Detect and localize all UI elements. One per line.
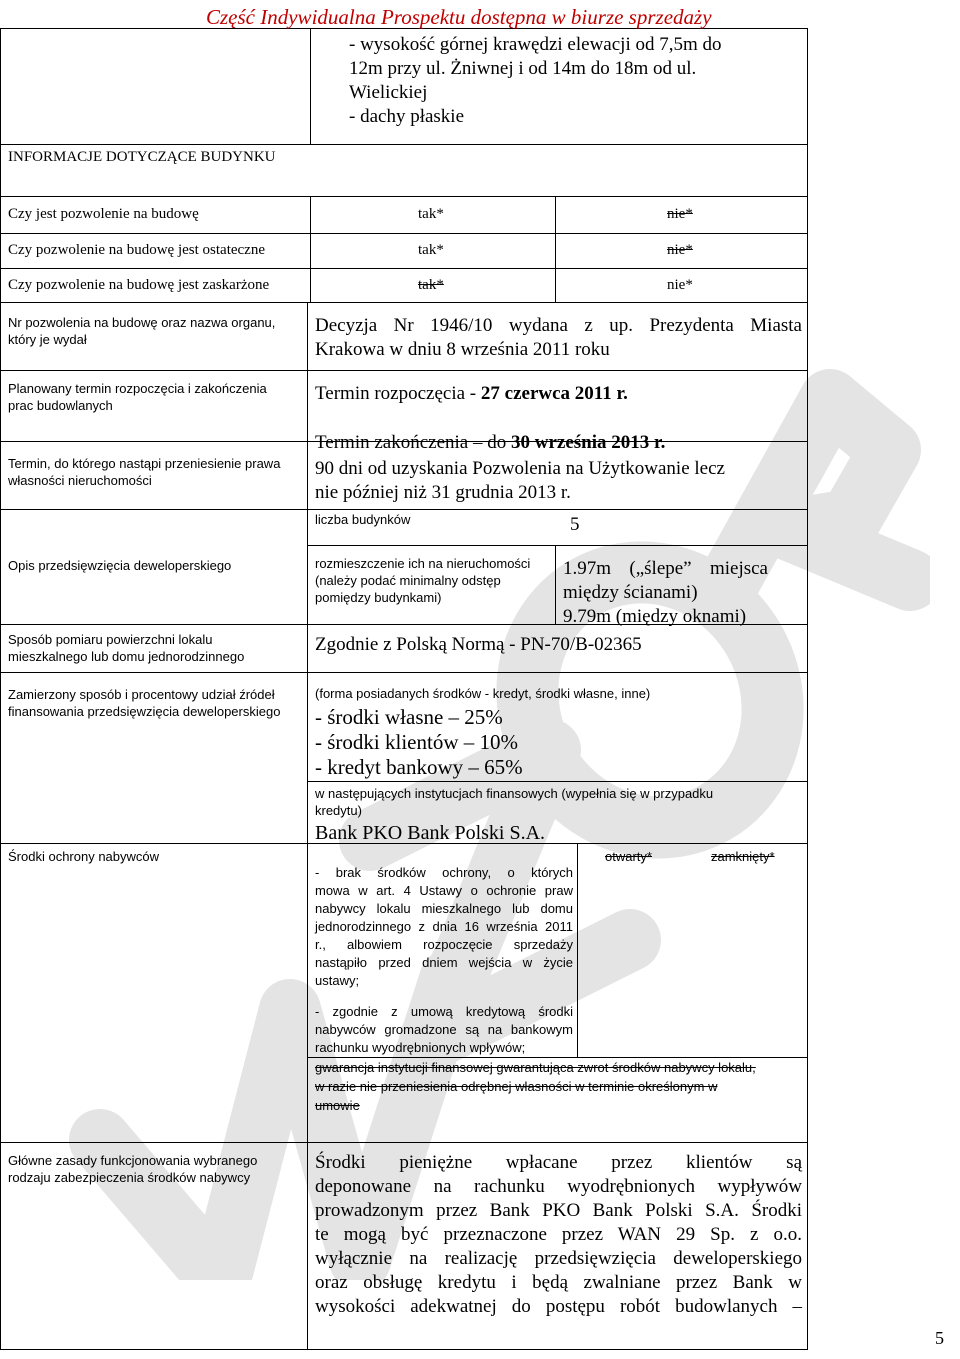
protection-label: Środki ochrony nabywców bbox=[8, 849, 160, 864]
permit-number-value: Decyzja Nr 1946/10 wydana z up. Prezydenta Miasta Krakowa w dniu 8 września 2011 roku bbox=[315, 315, 802, 360]
table-line bbox=[0, 268, 808, 269]
ownership-transfer-label: Termin, do którego nastąpi przeniesienie prawa własności nieruchomości bbox=[8, 456, 281, 488]
appealed-permit-no[interactable]: nie* bbox=[667, 277, 693, 293]
page-number: 5 bbox=[935, 1328, 944, 1348]
table-line bbox=[555, 196, 556, 302]
table-line bbox=[0, 1142, 808, 1143]
institution-name: Bank PKO Bank Polski S.A. bbox=[315, 822, 546, 844]
schedule-end: Termin zakończenia – do 30 września 2013 r. bbox=[315, 432, 666, 453]
financing-label: Zamierzony sposób i procentowy udział źródeł finansowania przedsięwzięcia deweloperskiego bbox=[8, 687, 281, 719]
financing-item: - środki własne – 25% bbox=[315, 705, 503, 729]
financing-item: - środki klientów – 10% bbox=[315, 730, 518, 754]
ownership-transfer-value: 90 dni od uzyskania Pozwolenia na Użytkowanie lecz nie później niż 31 grudnia 2013 r. bbox=[315, 458, 725, 503]
protection-option-credit: - zgodnie z umową kredytową środki nabywców gromadzone są na bankowym rachunku wyodrębnionych wpływów; bbox=[315, 1004, 573, 1055]
appealed-permit-yes[interactable]: tak* bbox=[418, 277, 444, 293]
protection-option-guarantee: gwarancja instytucji finansowej gwarantująca zwrot środków nabywcy lokalu, w razie nie przeniesienia odrębnej własności w terminie określonym w umowie bbox=[315, 1060, 756, 1113]
table-line bbox=[0, 233, 808, 234]
placement-label: rozmieszczenie ich na nieruchomości (należy podać minimalny odstęp pomiędzy budynkami) bbox=[315, 556, 531, 605]
table-line bbox=[0, 28, 1, 1350]
table-line bbox=[0, 144, 808, 145]
placement-value: 1.97m („ślepe” miejsca między ścianami) 9.79m (między oknami) bbox=[563, 558, 768, 627]
table-line bbox=[308, 545, 808, 546]
appealed-permit-label: Czy pozwolenie na budowę jest zaskarżone bbox=[8, 277, 270, 293]
table-line bbox=[0, 370, 808, 371]
measurement-value: Zgodnie z Polską Normą - PN-70/B-02365 bbox=[315, 634, 642, 655]
final-permit-yes[interactable]: tak* bbox=[418, 242, 444, 258]
table-line bbox=[0, 672, 808, 673]
table-line bbox=[577, 843, 578, 1057]
buildings-count: 5 bbox=[570, 514, 580, 535]
table-line bbox=[0, 196, 808, 197]
financing-item: - kredyt bankowy – 65% bbox=[315, 755, 523, 779]
permit-number-label: Nr pozwolenia na budowę oraz nazwa organu, który je wydał bbox=[8, 315, 276, 347]
schedule-label: Planowany termin rozpoczęcia i zakończenia prac budowlanych bbox=[8, 381, 267, 413]
institutions-label: w następujących instytucjach finansowych (wypełnia się w przypadku kredytu) bbox=[315, 786, 714, 818]
project-description-label: Opis przedsięwzięcia deweloperskiego bbox=[8, 558, 232, 573]
principles-label: Główne zasady funkcjonowania wybranego rodzaju zabezpieczenia środków nabywcy bbox=[8, 1153, 258, 1185]
elevation-note: - wysokość górnej krawędzi elewacji od 7,5m do 12m przy ul. Żniwnej i od 14m do 18m od ul. Wielickiej - dachy płaskie bbox=[349, 34, 722, 127]
table-line bbox=[807, 28, 808, 1350]
section-title: INFORMACJE DOTYCZĄCE BUDYNKU bbox=[8, 149, 276, 165]
financing-items bbox=[315, 705, 523, 780]
financing-note: (forma posiadanych środków - kredyt, środki własne, inne) bbox=[315, 686, 651, 701]
table-line bbox=[0, 509, 808, 510]
permit-yes[interactable]: tak* bbox=[418, 206, 444, 222]
table-line bbox=[555, 545, 556, 624]
table-line bbox=[307, 302, 308, 1350]
permit-no[interactable]: nie* bbox=[667, 206, 693, 222]
protection-open-option[interactable]: otwarty* bbox=[605, 849, 652, 864]
permit-label: Czy jest pozwolenie na budowę bbox=[8, 206, 199, 222]
watermark bbox=[30, 280, 930, 1280]
final-permit-no[interactable]: nie* bbox=[667, 242, 693, 258]
final-permit-label: Czy pozwolenie na budowę jest ostateczne bbox=[8, 242, 265, 258]
measurement-label: Sposób pomiaru powierzchni lokalu mieszkalnego lub domu jednorodzinnego bbox=[8, 632, 245, 664]
buildings-count-label: liczba budynków bbox=[315, 512, 411, 527]
table-line bbox=[0, 302, 808, 303]
table-line bbox=[310, 196, 311, 302]
table-line bbox=[308, 781, 808, 782]
schedule-start: Termin rozpoczęcia - 27 czerwca 2011 r. bbox=[315, 383, 628, 404]
principles-value: Środki pieniężne wpłacane przez klientów są deponowane na rachunku wyodrębnionych wypływów prowadzonym przez Bank PKO Bank Polski S.A. Środki te mogą być przeznaczone przez WAN 29 Sp. z o.o. wyłącznie na realizację przedsięwzięcia deweloperskiego oraz obsługę kredytu i będą zwalniane przez Bank w wysokości adekwatnej do postępu robót budowlanych – bbox=[315, 1152, 802, 1317]
table-line bbox=[310, 28, 311, 144]
table-line bbox=[0, 1349, 808, 1350]
protection-option-none: - brak środków ochrony, o których mowa w art. 4 Ustawy o ochronie praw nabywcy lokalu mieszkalnego lub domu jednorodzinnego z dnia 16 września 2011 r., albowiem rozpoczęcie sprzedaży nastąpiło przed dniem wejścia w życie ustawy; bbox=[315, 865, 573, 988]
protection-closed-option[interactable]: zamknięty* bbox=[711, 849, 775, 864]
document-header: Część Indywidualna Prospektu dostępna w biurze sprzedaży bbox=[206, 5, 712, 29]
